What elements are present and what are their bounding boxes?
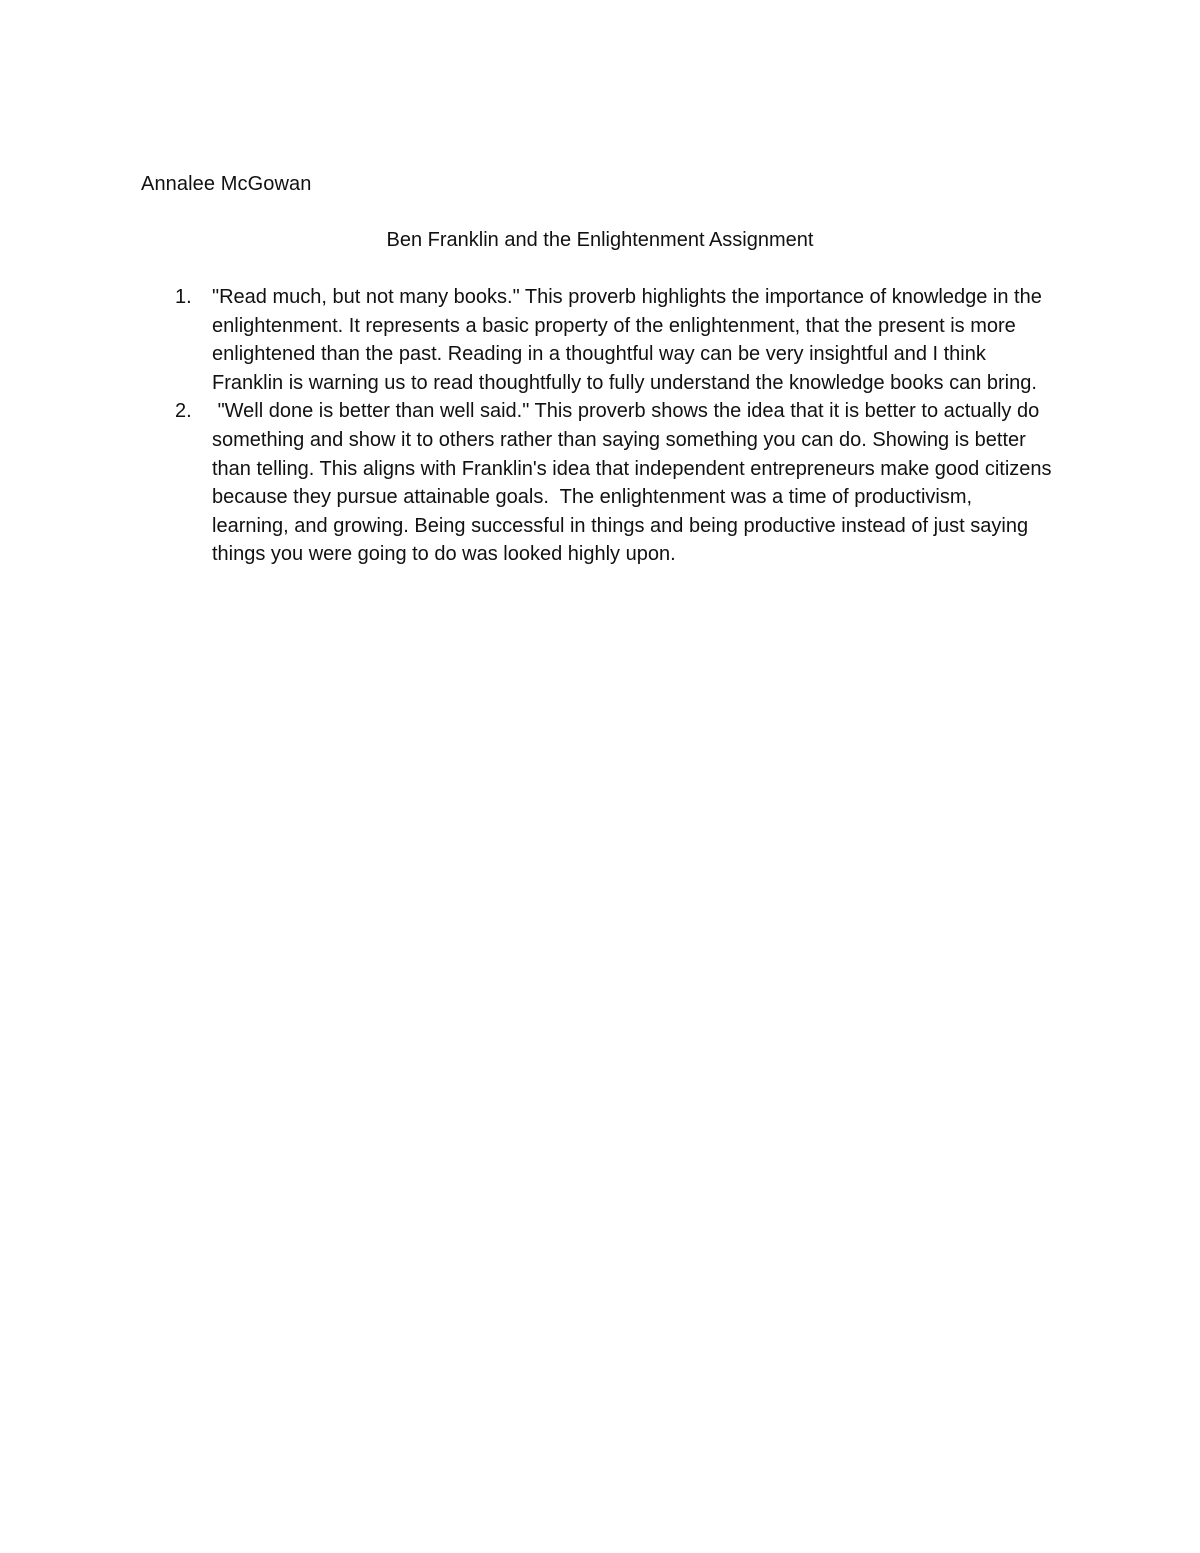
list-item-number: 2. [175, 400, 192, 423]
list-item [0, 283, 1200, 397]
author-name: Annalee McGowan [141, 173, 312, 195]
list-item [0, 397, 1200, 569]
document-title: Ben Franklin and the Enlightenment Assignment [386, 229, 814, 251]
list-item-text: "Read much, but not many books." This proverb highlights the importance of knowledge in the enlightenment. It represents a basic property of the enlightenment, that the present is more enlightened than the past. Reading in a thoughtful way can be very insightful and I think Franklin is warning us to read thoughtfully to fully understand the knowledge books can bring. [212, 286, 1048, 394]
proverb-list [0, 283, 1200, 569]
list-item-text: "Well done is better than well said." This proverb shows the idea that it is better to actually do something and show it to others rather than saying something you can do. Showing is better than telling. This aligns with Franklin's idea that independent entrepreneurs make good citizens because they pursue attainable goals. The enlightenment was a time of productivism, learning, and growing. Being successful in things and being productive instead of just saying things you were going to do was looked highly upon. [212, 400, 1058, 566]
list-item-number: 1. [175, 286, 192, 308]
